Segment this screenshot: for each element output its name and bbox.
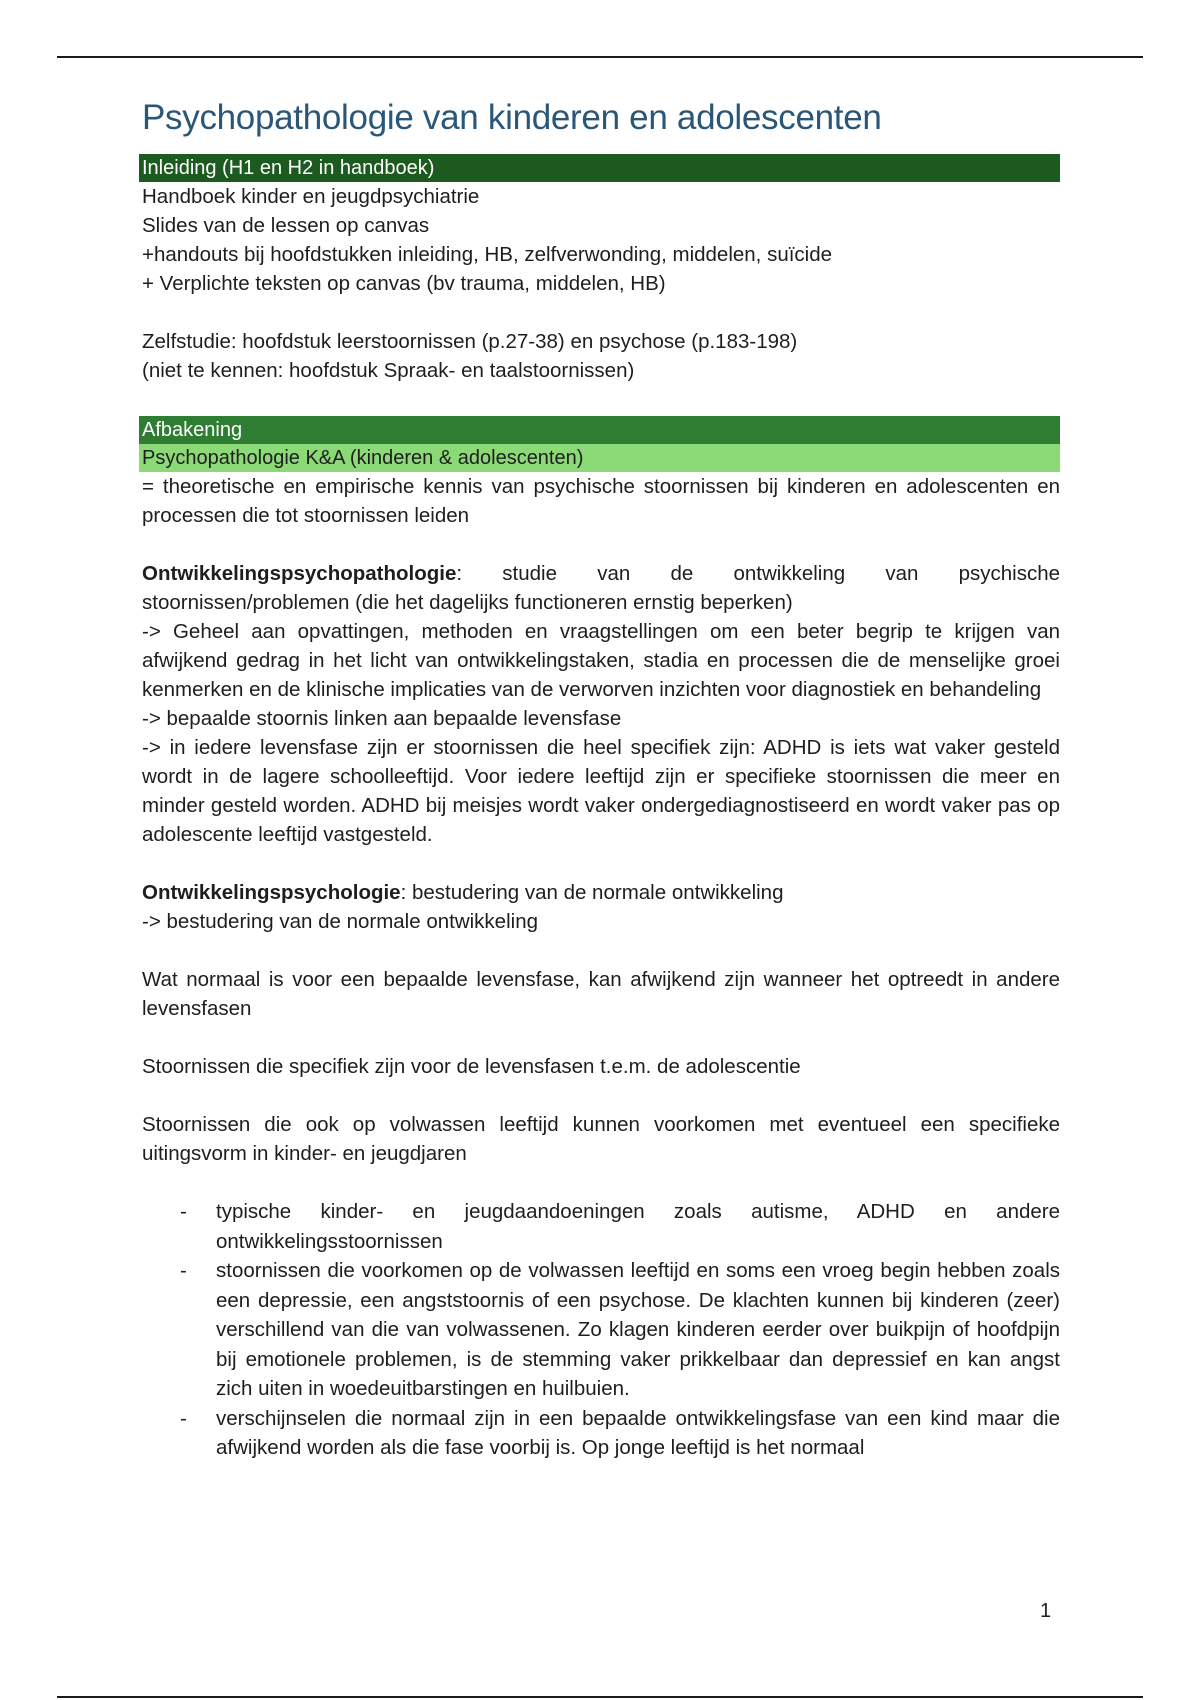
header-rule [57,56,1143,58]
paragraph: -> bepaalde stoornis linken aan bepaalde levensfase [142,707,622,730]
intro-line: + Verplichte teksten op canvas (bv trauma, middelen, HB) [142,272,666,295]
intro-line: +handouts bij hoofdstukken inleiding, HB, zelfverwonding, middelen, suïcide [142,243,833,266]
intro-line: Slides van de lessen op canvas [142,214,430,237]
page-title: Psychopathologie van kinderen en adolescenten [142,98,882,137]
heading-psychopathologie: Psychopathologie K&A (kinderen & adolescenten) [139,444,1060,472]
heading-inleiding: Inleiding (H1 en H2 in handboek) [139,154,1060,182]
self-study-line: (niet te kennen: hoofdstuk Spraak- en taalstoornissen) [142,359,635,382]
self-study-line: Zelfstudie: hoofdstuk leerstoornissen (p.27-38) en psychose (p.183-198) [142,330,798,353]
intro-line: Handboek kinder en jeugdpsychiatrie [142,185,480,208]
paragraph: Wat normaal is voor een bepaalde levensfase, kan afwijkend zijn wanneer het optreedt in andere levensfasen [142,968,1060,1020]
ontwikkelingspsychologie-paragraph: Ontwikkelingspsychologie: bestudering van de normale ontwikkeling [142,881,784,904]
term-ontwikkelingspsychopathologie: Ontwikkelingspsychopathologie [142,562,457,585]
list-item: - verschijnselen die normaal zijn in een bepaalde ontwikkelingsfase van een kind maar die afwijkend worden als die fase voorbij is. Op jonge leeftijd is het normaal [142,1404,1060,1463]
definition-paragraph: = theoretische en empirische kennis van psychische stoornissen bij kinderen en adolescenten en processen die tot stoornissen leiden [142,475,1060,527]
paragraph: -> bestudering van de normale ontwikkeling [142,910,538,933]
paragraph: Stoornissen die specifiek zijn voor de levensfasen t.e.m. de adolescentie [142,1055,801,1078]
bullet-list [142,1197,1060,1463]
paragraph: Stoornissen die ook op volwassen leeftijd kunnen voorkomen met eventueel een specifieke uitingsvorm in kinder- en jeugdjaren [142,1113,1060,1165]
list-item: - typische kinder- en jeugdaandoeningen zoals autisme, ADHD en andere ontwikkelingsstoornissen [142,1197,1060,1256]
heading-afbakening: Afbakening [139,416,1060,444]
page-number: 1 [1040,1600,1052,1622]
paragraph: -> in iedere levensfase zijn er stoornissen die heel specifiek zijn: ADHD is iets wat vaker gesteld wordt in de lagere schoolleeftijd. Voor iedere leeftijd zijn er specifieke stoornissen die meer en minder gesteld worden. ADHD bij meisjes wordt vaker ondergediagnostiseerd en wordt vaker pas op adolescente leeftijd vastgesteld. [142,736,1060,846]
ontwikkelingspsychopathologie-paragraph: Ontwikkelingspsychopathologie: studie van de ontwikkeling van psychische stoornissen/problemen (die het dagelijks functioneren ernstig beperken) [142,562,1060,614]
footer-rule [57,1696,1143,1698]
term-ontwikkelingspsychologie: Ontwikkelingspsychologie [142,881,401,904]
list-item: - stoornissen die voorkomen op de volwassen leeftijd en soms een vroeg begin hebben zoals een depressie, een angststoornis of een psychose. De klachten kunnen bij kinderen (zeer) verschillend van die van volwassenen. Zo klagen kinderen eerder over buikpijn of hoofdpijn bij emotionele problemen, is de stemming vaker prikkelbaar dan depressief en kan angst zich uiten in woedeuitbarstingen en huilbuien. [142,1256,1060,1404]
document-body [142,96,1060,1463]
paragraph: -> Geheel aan opvattingen, methoden en vraagstellingen om een beter begrip te krijgen van afwijkend gedrag in het licht van ontwikkelingstaken, stadia en processen die de menselijke groei kenmerken en de klinische implicaties van de verworven inzichten voor diagnostiek en behandeling [142,620,1060,701]
